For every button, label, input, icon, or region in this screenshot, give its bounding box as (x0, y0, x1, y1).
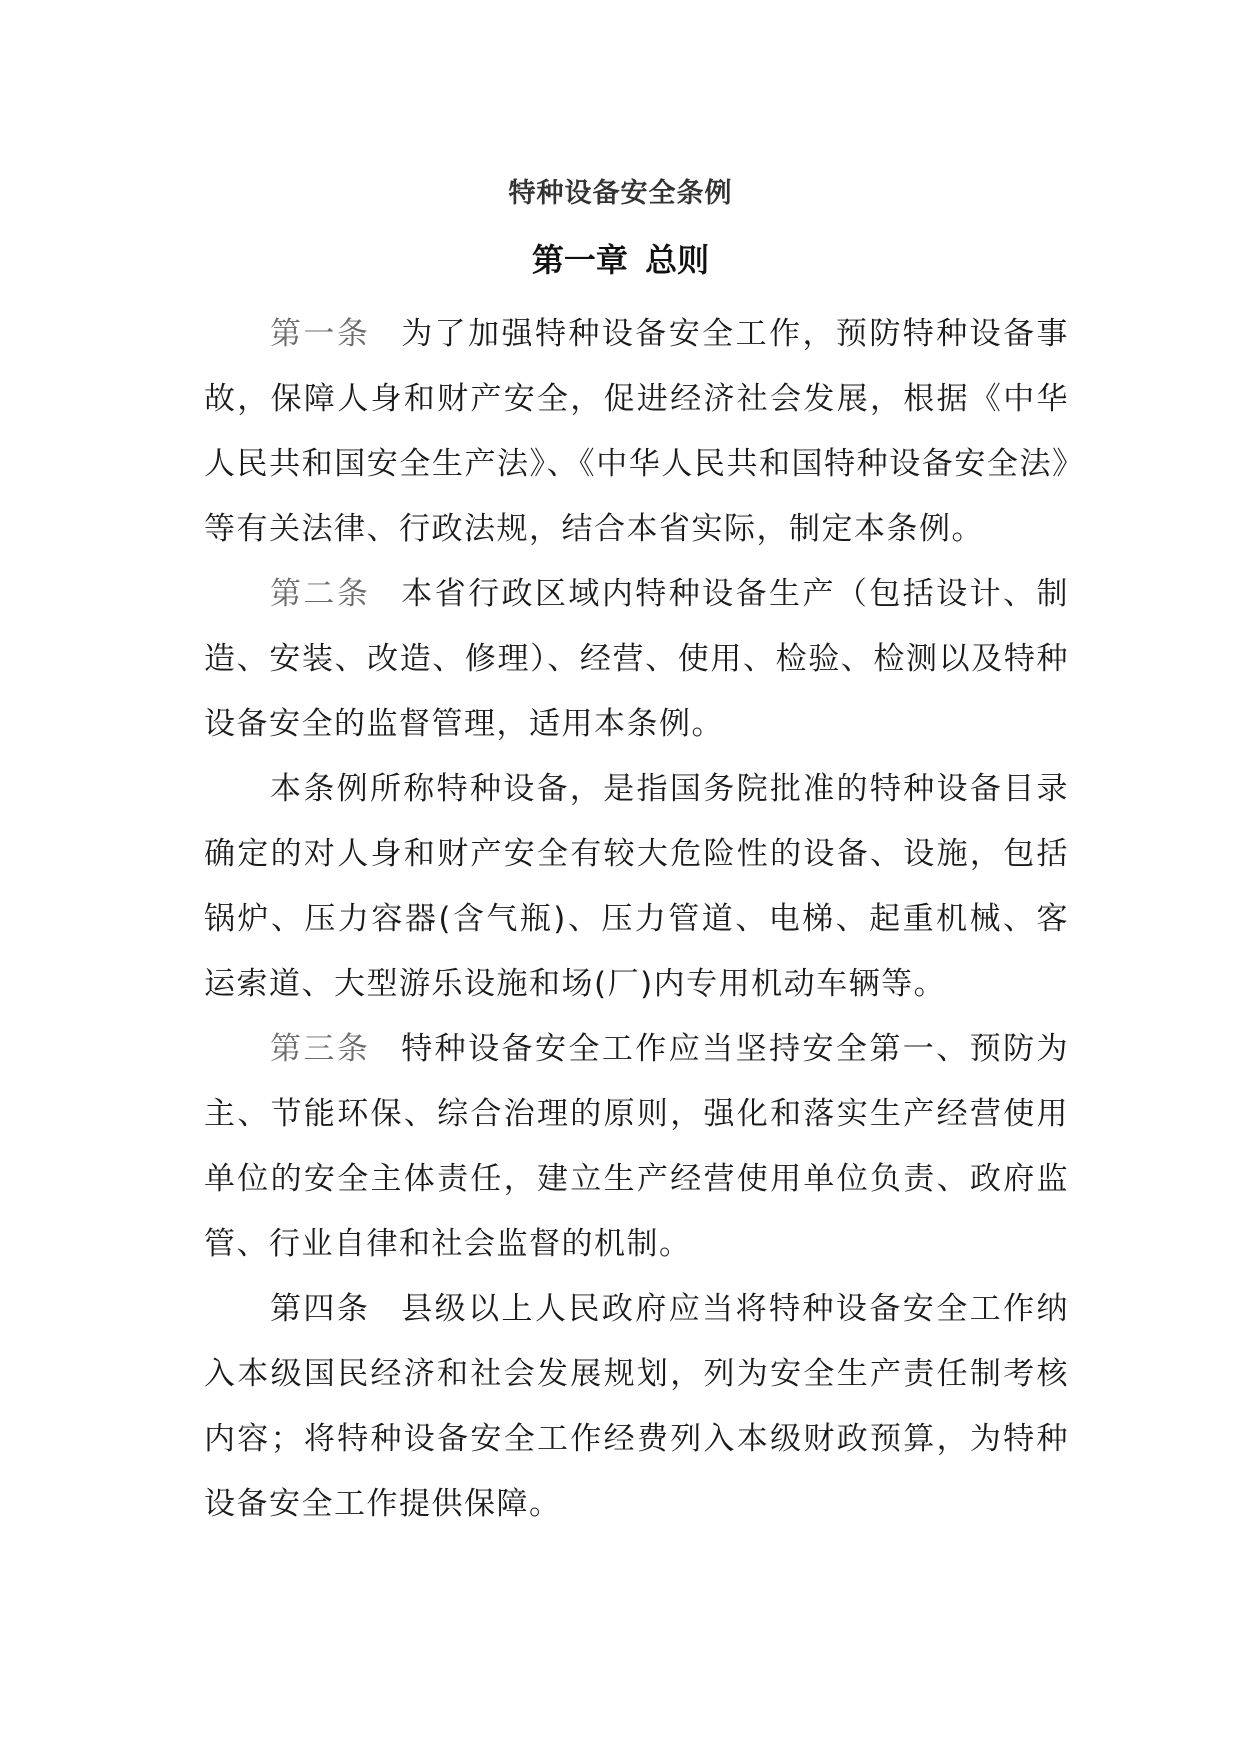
article-paragraph (204, 562, 1069, 757)
article-paragraph (204, 1277, 1069, 1537)
article-continuation-paragraph (204, 757, 1069, 1017)
article-text: 特种设备安全工作应当坚持安全第一、预防为主、节能环保、综合治理的原则，强化和落实生产经营使用单位的安全主体责任，建立生产经营使用单位负责、政府监管、行业自律和社会监督的机制。 (204, 1031, 1070, 1262)
article-text: 本省行政区域内特种设备生产（包括设计、制造、安装、改造、修理）、经营、使用、检验、检测以及特种设备安全的监督管理，适用本条例。 (204, 576, 1070, 742)
article-text: 为了加强特种设备安全工作，预防特种设备事故，保障人身和财产安全，促进经济社会发展，根据《中华人民共和国安全生产法》、《中华人民共和国特种设备安全法》等有关法律、行政法规，结合本省实际，制定本条例。 (204, 316, 1070, 547)
article-paragraph (204, 1017, 1069, 1277)
article-text: 县级以上人民政府应当将特种设备安全工作纳入本级国民经济和社会发展规划，列为安全生产责任制考核内容；将特种设备安全工作经费列入本级财政预算，为特种设备安全工作提供保障。 (204, 1291, 1070, 1522)
document-body (204, 302, 1069, 1537)
article-number: 第二条 (270, 576, 371, 612)
document-title: 特种设备安全条例 (508, 178, 733, 209)
article-number: 第一条 (270, 316, 371, 352)
chapter-title: 第一章 总则 (531, 241, 710, 279)
article-paragraph (204, 302, 1069, 562)
article-number: 第四条 (270, 1291, 371, 1327)
article-text: 本条例所称特种设备，是指国务院批准的特种设备目录确定的对人身和财产安全有较大危险性的设备、设施，包括锅炉、压力容器(含气瓶)、压力管道、电梯、起重机械、客运索道、大型游乐设施和场(厂)内专用机动车辆等。 (204, 771, 1069, 1002)
article-number: 第三条 (270, 1031, 371, 1067)
